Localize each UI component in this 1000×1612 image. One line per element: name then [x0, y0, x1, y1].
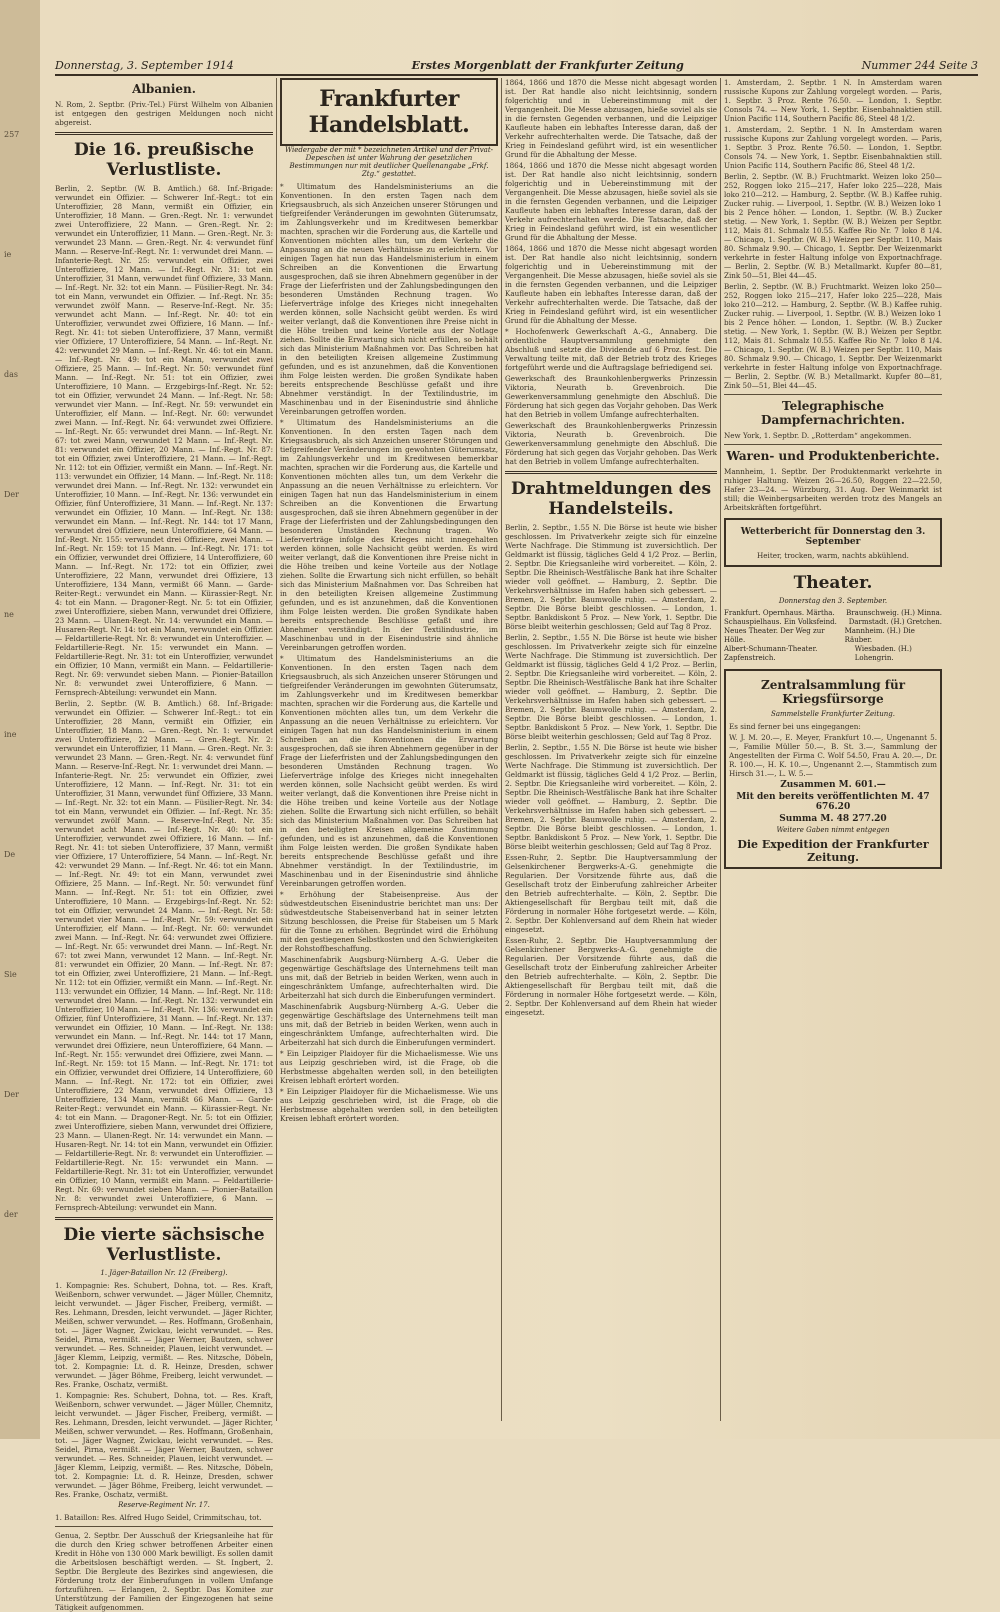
messe-continuation: 1864, 1866 und 1870 die Messe nicht abgesagt worden ist. Der Rat handle also nicht leichtsinnig, sondern folgerichtig und in Uebereinstimmung mit der Vergangenheit. Die Messe abzusagen, hieße soviel als sie in die fernsten Gegenden verbannen, und die Leipziger Kaufleute haben ein lebhaftes Interesse daran, daß der Verkehr aufrechterhalten werde. Die Tatsache, daß der Krieg in Feindesland geführt wird, ist ein wesentlicher Grund für die Abhaltung der Messe. — [505, 78, 717, 159]
prussian-casualty-list: Berlin, 2. Septbr. (W. B. Amtlich.) 68. Inf.-Brigade: verwundet ein Offizier. — Schwerer Inf.-Regt.: tot ein Unteroffizier, 28 Mann, vermißt ein Offizier, ein Unteroffizier, 18 Mann. — Gren.-Regt. Nr. 1: verwundet zwei Unteroffiziere, 22 Mann. — Gren.-Regt. Nr. 2: verwundet ein Unteroffizier, 11 Mann. — Gren.-Regt. Nr. 3: verwundet 23 Mann. — Gren.-Regt. Nr. 4: verwundet fünf Mann. — Reserve-Inf.-Regt. Nr. 1: verwundet drei Mann. — Infanterie-Regt. Nr. 25: verwundet ein Offizier, zwei Unteroffiziere, 12 Mann. — Inf.-Regt. Nr. 31: tot ein Unteroffizier, 31 Mann, verwundet fünf Offiziere, 33 Mann. — Inf.-Regt. Nr. 32: tot ein Mann. — Füsilier-Regt. Nr. 34: tot ein Mann, verwundet ein Offizier. — Inf.-Regt. Nr. 35: verwundet zwölf Mann. — Reserve-Inf.-Regt. Nr. 35: verwundet acht Mann. — Inf.-Regt. Nr. 40: tot ein Unteroffizier, verwundet zwei Offiziere, 16 Mann. — Inf.-Regt. Nr. 41: tot sieben Unteroffiziere, 37 Mann, vermißt vier Offiziere, 17 Unteroffiziere, 54 Mann. — Inf.-Regt. Nr. 42: verwundet 29 Mann. — Inf.-Regt. Nr. 46: tot ein Mann. — Inf.-Regt. Nr. 49: tot ein Mann, verwundet zwei Offiziere, 25 Mann. — Inf.-Regt. Nr. 50: verwundet fünf Mann. — Inf.-Regt. Nr. 51: tot ein Offizier, zwei Unteroffiziere, 10 Mann. — Erzgebirgs-Inf.-Regt. Nr. 52: tot ein Offizier, verwundet 24 Mann. — Inf.-Regt. Nr. 58: verwundet vier Mann. — Inf.-Regt. Nr. 59: verwundet ein Unteroffizier, elf Mann. — Inf.-Regt. Nr. 60: verwundet zwei Mann. — Inf.-Regt. Nr. 64: verwundet zwei Offiziere. — Inf.-Regt. Nr. 65: verwundet drei Mann. — Inf.-Regt. Nr. 67: tot zwei Mann, verwundet 12 Mann. — Inf.-Regt. Nr. 81: verwundet ein Offizier, 20 Mann. — Inf.-Regt. Nr. 87: tot ein Offizier, zwei Unteroffiziere, 21 Mann. — Inf.-Regt. Nr. 112: tot ein Offizier, vermißt ein Mann. — Inf.-Regt. Nr. 113: verwundet ein Offizier, 14 Mann. — Inf.-Regt. Nr. 118: verwundet drei Mann. — Inf.-Regt. Nr. 132: verwundet ein Unteroffizier, 10 Mann. — Inf.-Regt. Nr. 136: verwundet ein Offizier, fünf Unteroffiziere, 31 Mann. — Inf.-Regt. Nr. 137: verwundet ein Offizier, 10 Mann. — Inf.-Regt. Nr. 138: verwundet ein Mann. — Inf.-Regt. Nr. 144: tot 17 Mann, verwundet drei Offiziere, neun Unteroffiziere, 64 Mann. — Inf.-Regt. Nr. 155: verwundet drei Offiziere, zwei Mann. — Inf.-Regt. Nr. 159: tot 15 Mann. — Inf.-Regt. Nr. 171: tot ein Offizier, verwundet drei Offiziere, 14 Unteroffiziere, 60 Mann. — Inf.-Regt. Nr. 172: tot ein Offizier, zwei Unteroffiziere, 22 Mann, verwundet drei Offiziere, 13 Unteroffiziere, 134 Mann, vermißt 66 Mann. — Garde-Reiter-Regt.: verwundet ein Mann. — Kürassier-Regt. Nr. 4: tot ein Mann. — Dragoner-Regt. Nr. 5: tot ein Offizier, zwei Unteroffiziere, sieben Mann, verwundet drei Offiziere, 23 Mann. — Ulanen-Regt. Nr. 14: verwundet ein Mann. — Husaren-Regt. Nr. 14: tot ein Mann, verwundet ein Offizier. — Feldartillerie-Regt. Nr. 8: verwundet ein Unteroffizier. — Feldartillerie-Regt. Nr. 15: verwundet ein Mann. — Feldartillerie-Regt. Nr. 31: tot ein Unteroffizier, verwundet ein Offizier, 10 Mann, vermißt ein Mann. — Feldartillerie-Regt. Nr. 69: verwundet sieben Mann. — Pionier-Bataillon Nr. 8: verwundet zwei Unteroffiziere, 6 Mann. — Fernsprech-Abteilung: verwundet ein Mann. — [55, 184, 273, 697]
column-3 — [505, 78, 717, 1423]
theater-entry: Darmstadt. (H.) Gretchen. — [848, 618, 942, 626]
war-relief-previous: Mit den bereits veröffentlichten M. 47 676.20 — [736, 792, 930, 812]
column-rule — [501, 78, 502, 1421]
essen-report: Essen-Ruhr, 2. Septbr. Die Hauptversammlung der Gelsenkirchener Bergwerks-A.-G. genehmigte die Regularien. Der Vorsitzende führte aus, daß die Gesellschaft trotz der Einberufung zahlreicher Arbeiter den Betrieb aufrechterhalte. — Köln, 2. Septbr. Die Aktiengesellschaft für Bergbau teilt mit, daß die Förderung in normaler Höhe fortgesetzt werde. — Köln, 2. Septbr. Der Kohlenversand auf dem Rhein hat wieder eingesetzt. — [505, 853, 717, 934]
theater-row — [724, 618, 942, 627]
theater-heading: Theater. — [793, 573, 873, 593]
war-relief-subtotal: Zusammen M. 601.— — [780, 780, 886, 790]
messe-continuation: 1864, 1866 und 1870 die Messe nicht abgesagt worden ist. Der Rat handle also nicht leichtsinnig, sondern folgerichtig und in Uebereinstimmung mit der Vergangenheit. Die Messe abzusagen, hieße soviel als sie in die fernsten Gegenden verbannen, und die Leipziger Kaufleute haben ein lebhaftes Interesse daran, daß der Verkehr aufrechterhalten werde. Die Tatsache, daß der Krieg in Feindesland geführt wird, ist ein wesentlicher Grund für die Abhaltung der Messe. — [505, 161, 717, 242]
commodity-markets: Berlin, 2. Septbr. (W. B.) Fruchtmarkt. Weizen loko 250—252, Roggen loko 215—217, Hafer loko 225—228, Mais loko 210—212. — Hamburg, 2. Septbr. (W. B.) Kaffee ruhig. Zucker ruhig. — Liverpool, 1. Septbr. (W. B.) Weizen loko 1 bis 2 Pence höher. — London, 1. Septbr. (W. B.) Zucker stetig. — New York, 1. Septbr. (W. B.) Weizen per Septbr. 112, Mais 81. Schmalz 10.55. Kaffee Rio Nr. 7 loko 8 1/4. — Chicago, 1. Septbr. (W. B.) Weizen per Septbr. 110, Mais 80. Schmalz 9.90. — Chicago, 1. Septbr. Der Weizenmarkt verkehrte in fester Haltung infolge von Exportnachfrage. — Berlin, 2. Septbr. (W. B.) Metallmarkt. Kupfer 80—81, Zink 50—51, Blei 44—45. — [724, 282, 942, 390]
ultimatum-article: * Ultimatum des Handelsministeriums an die Konventionen. In den ersten Tagen nach dem Kriegsausbruch, als sich Anzeichen unserer Störungen und tiefgreifender Veränderungen im gewohnten Güterumsatz, im Zahlungsverkehr und im Kreditwesen bemerkbar machten, sprachen wir die Forderung aus, die Kartelle und Konventionen möchten alles tun, um dem Verkehr die Anpassung an die neuen Verhältnisse zu erleichtern. Vor einigen Tagen hat nun das Handelsministerium in einem Schreiben an die Konventionen die Erwartung ausgesprochen, daß sie ihren Abnehmern gegenüber in der Frage der Lieferfristen und der Zahlungsbedingungen den besonderen Umständen Rechnung tragen. Wo Lieferverträge infolge des Krieges nicht innegehalten werden können, solle Nachsicht geübt werden. Es wird weiter verlangt, daß die Konventionen ihre Preise nicht in die Höhe treiben und keine Vorteile aus der Notlage ziehen. Sollte die Erwartung sich nicht erfüllen, so behält sich das Ministerium Maßnahmen vor. Das Schreiben hat in den beteiligten Kreisen allgemeine Zustimmung gefunden, und es ist anzunehmen, daß die Konventionen ihm Folge leisten werden. Die großen Syndikate haben bereits entsprechende Beschlüsse gefaßt und ihre Abnehmer verständigt. In der Textilindustrie, im Maschinenbau und in der Eisenindustrie sind ähnliche Vereinbarungen getroffen worden. — [280, 654, 498, 888]
war-relief-subheading: Sammelstelle Frankfurter Zeitung. — [771, 710, 895, 718]
war-relief-intro: Es sind ferner bei uns eingegangen: — [729, 722, 861, 731]
leipzig-article: * Ein Leipziger Plaidoyer für die Michaelismesse. Wie uns aus Leipzig geschrieben wird, ist die Frage, ob die Herbstmesse abgehalten werden soll, in den beteiligten Kreisen lebhaft erörtert worden. — [280, 1087, 498, 1123]
column-rule — [720, 78, 721, 1421]
theater-row — [724, 627, 942, 645]
prussian-casualty-list: Berlin, 2. Septbr. (W. B. Amtlich.) 68. Inf.-Brigade: verwundet ein Offizier. — Schwerer Inf.-Regt.: tot ein Unteroffizier, 28 Mann, vermißt ein Offizier, ein Unteroffizier, 18 Mann. — Gren.-Regt. Nr. 1: verwundet zwei Unteroffiziere, 22 Mann. — Gren.-Regt. Nr. 2: verwundet ein Unteroffizier, 11 Mann. — Gren.-Regt. Nr. 3: verwundet 23 Mann. — Gren.-Regt. Nr. 4: verwundet fünf Mann. — Reserve-Inf.-Regt. Nr. 1: verwundet drei Mann. — Infanterie-Regt. Nr. 25: verwundet ein Offizier, zwei Unteroffiziere, 12 Mann. — Inf.-Regt. Nr. 31: tot ein Unteroffizier, 31 Mann, verwundet fünf Offiziere, 33 Mann. — Inf.-Regt. Nr. 32: tot ein Mann. — Füsilier-Regt. Nr. 34: tot ein Mann, verwundet ein Offizier. — Inf.-Regt. Nr. 35: verwundet zwölf Mann. — Reserve-Inf.-Regt. Nr. 35: verwundet acht Mann. — Inf.-Regt. Nr. 40: tot ein Unteroffizier, verwundet zwei Offiziere, 16 Mann. — Inf.-Regt. Nr. 41: tot sieben Unteroffiziere, 37 Mann, vermißt vier Offiziere, 17 Unteroffiziere, 54 Mann. — Inf.-Regt. Nr. 42: verwundet 29 Mann. — Inf.-Regt. Nr. 46: tot ein Mann. — Inf.-Regt. Nr. 49: tot ein Mann, verwundet zwei Offiziere, 25 Mann. — Inf.-Regt. Nr. 50: verwundet fünf Mann. — Inf.-Regt. Nr. 51: tot ein Offizier, zwei Unteroffiziere, 10 Mann. — Erzgebirgs-Inf.-Regt. Nr. 52: tot ein Offizier, verwundet 24 Mann. — Inf.-Regt. Nr. 58: verwundet vier Mann. — Inf.-Regt. Nr. 59: verwundet ein Unteroffizier, elf Mann. — Inf.-Regt. Nr. 60: verwundet zwei Mann. — Inf.-Regt. Nr. 64: verwundet zwei Offiziere. — Inf.-Regt. Nr. 65: verwundet drei Mann. — Inf.-Regt. Nr. 67: tot zwei Mann, verwundet 12 Mann. — Inf.-Regt. Nr. 81: verwundet ein Offizier, 20 Mann. — Inf.-Regt. Nr. 87: tot ein Offizier, zwei Unteroffiziere, 21 Mann. — Inf.-Regt. Nr. 112: tot ein Offizier, vermißt ein Mann. — Inf.-Regt. Nr. 113: verwundet ein Offizier, 14 Mann. — Inf.-Regt. Nr. 118: verwundet drei Mann. — Inf.-Regt. Nr. 132: verwundet ein Unteroffizier, 10 Mann. — Inf.-Regt. Nr. 136: verwundet ein Offizier, fünf Unteroffiziere, 31 Mann. — Inf.-Regt. Nr. 137: verwundet ein Offizier, 10 Mann. — Inf.-Regt. Nr. 138: verwundet ein Mann. — Inf.-Regt. Nr. 144: tot 17 Mann, verwundet drei Offiziere, neun Unteroffiziere, 64 Mann. — Inf.-Regt. Nr. 155: verwundet drei Offiziere, zwei Mann. — Inf.-Regt. Nr. 159: tot 15 Mann. — Inf.-Regt. Nr. 171: tot ein Offizier, verwundet drei Offiziere, 14 Unteroffiziere, 60 Mann. — Inf.-Regt. Nr. 172: tot ein Offizier, zwei Unteroffiziere, 22 Mann, verwundet drei Offiziere, 13 Unteroffiziere, 134 Mann, vermißt 66 Mann. — Garde-Reiter-Regt.: verwundet ein Mann. — Kürassier-Regt. Nr. 4: tot ein Mann. — Dragoner-Regt. Nr. 5: tot ein Offizier, zwei Unteroffiziere, sieben Mann, verwundet drei Offiziere, 23 Mann. — Ulanen-Regt. Nr. 14: verwundet ein Mann. — Husaren-Regt. Nr. 14: tot ein Mann, verwundet ein Offizier. — Feldartillerie-Regt. Nr. 8: verwundet ein Unteroffizier. — Feldartillerie-Regt. Nr. 15: verwundet ein Mann. — Feldartillerie-Regt. Nr. 31: tot ein Unteroffizier, verwundet ein Offizier, 10 Mann, vermißt ein Mann. — Feldartillerie-Regt. Nr. 69: verwundet sieben Mann. — Pionier-Bataillon Nr. 8: verwundet zwei Unteroffiziere, 6 Mann. — Fernsprech-Abteilung: verwundet ein Mann. — [55, 699, 273, 1212]
saxon-casualty-subheading: 1. Jäger-Bataillon Nr. 12 (Freiberg). — [100, 1269, 228, 1277]
drahtmeldungen-text: Berlin, 2. Septbr., 1.55 N. Die Börse ist heute wie bisher geschlossen. Im Privatverkehr zeigte sich für einzelne Werte Nachfrage. Die Stimmung ist zuversichtlich. Der Geldmarkt ist flüssig, tägliches Geld 4 1/2 Proz. — Berlin, 2. Septbr. Die Kriegsanleihe wird vorbereitet. — Köln, 2. Septbr. Die Rheinisch-Westfälische Bank hat ihre Schalter wieder voll geöffnet. — Hamburg, 2. Septbr. Die Verkehrsverhältnisse im Hafen haben sich gebessert. — Bremen, 2. Septbr. Baumwolle ruhig. — Amsterdam, 2. Septbr. Die Börse bleibt geschlossen. — London, 1. Septbr. Bankdiskont 5 Proz. — New York, 1. Septbr. Die Börse bleibt weiterhin geschlossen; Geld auf Tag 8 Proz. — [505, 743, 717, 851]
divider — [55, 132, 273, 135]
drahtmeldungen-text: Berlin, 2. Septbr., 1.55 N. Die Börse ist heute wie bisher geschlossen. Im Privatverkehr zeigte sich für einzelne Werte Nachfrage. Die Stimmung ist zuversichtlich. Der Geldmarkt ist flüssig, tägliches Geld 4 1/2 Proz. — Berlin, 2. Septbr. Die Kriegsanleihe wird vorbereitet. — Köln, 2. Septbr. Die Rheinisch-Westfälische Bank hat ihre Schalter wieder voll geöffnet. — Hamburg, 2. Septbr. Die Verkehrsverhältnisse im Hafen haben sich gebessert. — Bremen, 2. Septbr. Baumwolle ruhig. — Amsterdam, 2. Septbr. Die Börse bleibt geschlossen. — London, 1. Septbr. Bankdiskont 5 Proz. — New York, 1. Septbr. Die Börse bleibt weiterhin geschlossen; Geld auf Tag 8 Proz. — [505, 633, 717, 741]
ultimatum-article: * Ultimatum des Handelsministeriums an die Konventionen. In den ersten Tagen nach dem Kriegsausbruch, als sich Anzeichen unserer Störungen und tiefgreifender Veränderungen im gewohnten Güterumsatz, im Zahlungsverkehr und im Kreditwesen bemerkbar machten, sprachen wir die Forderung aus, die Kartelle und Konventionen möchten alles tun, um dem Verkehr die Anpassung an die neuen Verhältnisse zu erleichtern. Vor einigen Tagen hat nun das Handelsministerium in einem Schreiben an die Konventionen die Erwartung ausgesprochen, daß sie ihren Abnehmern gegenüber in der Frage der Lieferfristen und der Zahlungsbedingungen den besonderen Umständen Rechnung tragen. Wo Lieferverträge infolge des Krieges nicht innegehalten werden können, solle Nachsicht geübt werden. Es wird weiter verlangt, daß die Konventionen ihre Preise nicht in die Höhe treiben und keine Vorteile aus der Notlage ziehen. Sollte die Erwartung sich nicht erfüllen, so behält sich das Ministerium Maßnahmen vor. Das Schreiben hat in den beteiligten Kreisen allgemeine Zustimmung gefunden, und es ist anzunehmen, daß die Konventionen ihm Folge leisten werden. Die großen Syndikate haben bereits entsprechende Beschlüsse gefaßt und ihre Abnehmer verständigt. In der Textilindustrie, im Maschinenbau und in der Eisenindustrie sind ähnliche Vereinbarungen getroffen worden. — [280, 418, 498, 652]
hochofen-article: * Hochofenwerk Gewerkschaft A.-G., Annaberg. Die ordentliche Hauptversammlung genehmigte den Abschluß und setzte die Dividende auf 6 Proz. fest. Die Verwaltung teilte mit, daß der Betrieb trotz des Krieges fortgeführt werde und die Auftragslage befriedigend sei. — [505, 327, 717, 372]
saxon-casualty-list: 1. Kompagnie: Res. Schubert, Dohna, tot. — Res. Kraft, Weißenborn, schwer verwundet. — Jäger Müller, Chemnitz, leicht verwundet. — Jäger Fischer, Freiberg, vermißt. — Res. Lehmann, Dresden, leicht verwundet. — Jäger Richter, Meißen, schwer verwundet. — Res. Hoffmann, Großenhain, tot. — Jäger Wagner, Zwickau, leicht verwundet. — Res. Seidel, Pirna, vermißt. — Jäger Werner, Bautzen, schwer verwundet. — Res. Schneider, Plauen, leicht verwundet. — Jäger Klemm, Leipzig, vermißt. — Res. Nitzsche, Döbeln, tot. 2. Kompagnie: Lt. d. R. Heinze, Dresden, schwer verwundet. — Jäger Böhme, Freiberg, leicht verwundet. — Res. Franke, Oschatz, vermißt. — [55, 1281, 273, 1389]
stabeisen-article: * Erhöhung der Stabeisenpreise. Aus der südwestdeutschen Eisenindustrie berichtet man uns: Der südwestdeutsche Stabeisenverband hat in seiner letzten Sitzung beschlossen, die Preise für Stabeisen um 5 Mark für die Tonne zu erhöhen. Begründet wird die Erhöhung mit den gestiegenen Selbstkosten und den Schwierigkeiten der Rohstoffbeschaffung. — [280, 890, 498, 953]
drahtmeldungen-heading: Drahtmeldungen des Handelsteils. — [510, 479, 712, 519]
divider — [505, 471, 717, 474]
theater-entry: Mannheim. (H.) Die Räuber. — [844, 627, 915, 644]
divider — [55, 1217, 273, 1220]
edge-mark: Der — [4, 1090, 19, 1099]
albania-heading: Albanien. — [132, 82, 196, 96]
theater-row — [724, 645, 942, 663]
theater-date: Donnerstag den 3. September. — [778, 597, 888, 605]
regiment-label: Reserve-Regiment Nr. 17. — [118, 1501, 210, 1509]
divider — [724, 444, 942, 445]
waren-text: Mannheim, 1. Septbr. Der Produktenmarkt verkehrte in ruhiger Haltung. Weizen 26—26.50, Roggen 22—22.50, Hafer 23—24. — Würzburg, 31. Aug. Der Weinmarkt ist still; die Weinbergsarbeiten werden trotz des Mangels an Arbeitskräften fortgeführt. — [724, 467, 942, 512]
messe-continuation: 1864, 1866 und 1870 die Messe nicht abgesagt worden ist. Der Rat handle also nicht leichtsinnig, sondern folgerichtig und in Uebereinstimmung mit der Vergangenheit. Die Messe abzusagen, hieße soviel als sie in die fernsten Gegenden verbannen, und die Leipziger Kaufleute haben ein lebhaftes Interesse daran, daß der Verkehr aufrechterhalten werde. Die Tatsache, daß der Krieg in Feindesland geführt wird, ist ein wesentlicher Grund für die Abhaltung der Messe. — [505, 244, 717, 325]
masthead-date: Donnerstag, 3. September 1914 — [55, 59, 234, 72]
local-news: Genua, 2. Septbr. Der Ausschuß der Kriegsanleihe hat für die durch den Krieg schwer betroffenen Arbeiter einen Kredit in Höhe von 130 000 Mark bewilligt. Es sollen damit die Arbeitslosen beschäftigt werden. — St. Ingbert, 2. Septbr. Die Bergleute des Bezirkes sind angewiesen, die Förderung trotz der Einberufungen in vollem Umfange fortzuführen. — Erlangen, 2. Septbr. Das Komitee zur Unterstützung der Familien der Eingezogenen hat seine Tätigkeit aufgenommen. — [55, 1531, 273, 1612]
edge-mark: Sie — [4, 970, 17, 979]
theater-entry: Albert-Schumann-Theater. Zapfenstreich. — [724, 645, 818, 662]
edge-mark: ine — [4, 730, 17, 739]
column-2 — [280, 78, 498, 1423]
edge-mark: ie — [4, 250, 12, 259]
edge-mark: das — [4, 370, 18, 379]
weather-box — [724, 518, 942, 567]
masthead — [55, 50, 978, 76]
theater-entry: Braunschweig. (H.) Minna. — [846, 609, 942, 617]
war-relief-box — [724, 669, 942, 869]
masthead-paper: Erstes Morgenblatt der Frankfurter Zeitung — [411, 59, 684, 72]
column-4 — [724, 78, 942, 1423]
theater-entry: Neues Theater. Der Weg zur Hölle. — [724, 627, 825, 644]
essen-report: Essen-Ruhr, 2. Septbr. Die Hauptversammlung der Gelsenkirchener Bergwerks-A.-G. genehmigte die Regularien. Der Vorsitzende führte aus, daß die Gesellschaft trotz der Einberufung zahlreicher Arbeiter den Betrieb aufrechterhalte. — Köln, 2. Septbr. Die Aktiengesellschaft für Bergbau teilt mit, daß die Förderung in normaler Höhe fortgesetzt werde. — Köln, 2. Septbr. Der Kohlenversand auf dem Rhein hat wieder eingesetzt. — [505, 936, 717, 1017]
foreign-markets: 1. Amsterdam, 2. Septbr. 1 N. In Amsterdam waren russische Kupons zur Zahlung vorgelegt worden. — Paris, 1. Septbr. 3 Proz. Rente 76.50. — London, 1. Septbr. Consols 74. — New York, 1. Septbr. Eisenbahnaktien still. Union Pacific 114, Southern Pacific 86, Steel 48 1/2. — [724, 125, 942, 170]
divider — [55, 1526, 273, 1527]
drahtmeldungen-text: Berlin, 2. Septbr., 1.55 N. Die Börse ist heute wie bisher geschlossen. Im Privatverkehr zeigte sich für einzelne Werte Nachfrage. Die Stimmung ist zuversichtlich. Der Geldmarkt ist flüssig, tägliches Geld 4 1/2 Proz. — Berlin, 2. Septbr. Die Kriegsanleihe wird vorbereitet. — Köln, 2. Septbr. Die Rheinisch-Westfälische Bank hat ihre Schalter wieder voll geöffnet. — Hamburg, 2. Septbr. Die Verkehrsverhältnisse im Hafen haben sich gebessert. — Bremen, 2. Septbr. Baumwolle ruhig. — Amsterdam, 2. Septbr. Die Börse bleibt geschlossen. — London, 1. Septbr. Bankdiskont 5 Proz. — New York, 1. Septbr. Die Börse bleibt weiterhin geschlossen; Geld auf Tag 8 Proz. — [505, 523, 717, 631]
column-1 — [55, 78, 273, 1612]
leipzig-article: * Ein Leipziger Plaidoyer für die Michaelismesse. Wie uns aus Leipzig geschrieben wird, ist die Frage, ob die Herbstmesse abgehalten werden soll, in den beteiligten Kreisen lebhaft erörtert worden. — [280, 1049, 498, 1085]
war-relief-donations: W. J. M. 20.—, E. Meyer, Frankfurt 10.—, Ungenannt 5.—, Familie Müller 50.—, B. St. 3.—, Sammlung der Angestellten der Firma C. Wolf 54.50, Frau A. 20.—, Dr. R. 100.—, H. K. 10.—, Ungenannt 2.—, Stammtisch zum Hirsch 31.—, L. W. 5.— — [729, 733, 937, 778]
edge-mark: Der — [4, 490, 19, 499]
war-relief-heading: Zentralsammlung für Kriegsfürsorge — [760, 678, 906, 706]
dampfer-heading: Telegraphische Dampfernachrichten. — [761, 399, 905, 427]
braunkohle-article: Gewerkschaft des Braunkohlenbergwerks Prinzessin Viktoria, Neurath b. Grevenbroich. Die Gewerkenversammlung genehmigte den Abschluß. Die Förderung hat sich gegen das Vorjahr gehoben. Das Werk hat den Betrieb in vollem Umfange aufrechterhalten. — [505, 421, 717, 466]
handelsblatt-title-box — [280, 78, 498, 146]
saxon-casualty-heading: Die vierte sächsische Verlustliste. — [63, 1225, 265, 1265]
man-article: Maschinenfabrik Augsburg-Nürnberg A.-G. Ueber die gegenwärtige Geschäftslage des Unternehmens teilt man uns mit, daß der Betrieb in beiden Werken, wenn auch in eingeschränktem Umfange, aufrechterhalten wird. Die Arbeiterzahl hat sich durch die Einberufungen vermindert. — [280, 955, 498, 1000]
edge-mark: 257 — [4, 130, 20, 139]
edge-mark: ne — [4, 610, 14, 619]
prussian-casualty-heading: Die 16. preußische Verlustliste. — [74, 140, 254, 180]
commodity-markets: Berlin, 2. Septbr. (W. B.) Fruchtmarkt. Weizen loko 250—252, Roggen loko 215—217, Hafer loko 225—228, Mais loko 210—212. — Hamburg, 2. Septbr. (W. B.) Kaffee ruhig. Zucker ruhig. — Liverpool, 1. Septbr. (W. B.) Weizen loko 1 bis 2 Pence höher. — London, 1. Septbr. (W. B.) Zucker stetig. — New York, 1. Septbr. (W. B.) Weizen per Septbr. 112, Mais 81. Schmalz 10.55. Kaffee Rio Nr. 7 loko 8 1/4. — Chicago, 1. Septbr. (W. B.) Weizen per Septbr. 110, Mais 80. Schmalz 9.90. — Chicago, 1. Septbr. Der Weizenmarkt verkehrte in fester Haltung infolge von Exportnachfrage. — Berlin, 2. Septbr. (W. B.) Metallmarkt. Kupfer 80—81, Zink 50—51, Blei 44—45. — [724, 172, 942, 280]
albania-article: N. Rom, 2. Septbr. (Priv.-Tel.) Fürst Wilhelm von Albanien ist entgegen den gestrigen Meldungen noch nicht abgereist. — [55, 100, 273, 127]
theater-entry: Frankfurt. Opernhaus. Märtha. — [724, 609, 835, 617]
theater-entry: Schauspielhaus. Ein Volksfeind. — [724, 618, 837, 626]
edge-mark: der — [4, 1210, 18, 1219]
masthead-issue: Nummer 244 Seite 3 — [861, 59, 978, 72]
weather-forecast: Heiter, trocken, warm, nachts abkühlend. — [757, 551, 909, 560]
foreign-markets: 1. Amsterdam, 2. Septbr. 1 N. In Amsterdam waren russische Kupons zur Zahlung vorgelegt worden. — Paris, 1. Septbr. 3 Proz. Rente 76.50. — London, 1. Septbr. Consols 74. — New York, 1. Septbr. Eisenbahnaktien still. Union Pacific 114, Southern Pacific 86, Steel 48 1/2. — [724, 78, 942, 123]
war-relief-total: Summa M. 48 277.20 — [779, 814, 887, 824]
edge-mark: De — [4, 850, 16, 859]
war-relief-more: Weitere Gaben nimmt entgegen — [776, 826, 890, 834]
waren-heading: Waren- und Produktenberichte. — [726, 449, 940, 463]
theater-listings — [724, 609, 942, 663]
divider — [724, 394, 942, 395]
theater-entry: Wiesbaden. (H.) Lohengrin. — [854, 645, 912, 662]
dampfer-text: New York, 1. Septbr. D. „Rotterdam“ angekommen. — [724, 431, 912, 440]
man-article: Maschinenfabrik Augsburg-Nürnberg A.-G. Ueber die gegenwärtige Geschäftslage des Unternehmens teilt man uns mit, daß der Betrieb in beiden Werken, wenn auch in eingeschränktem Umfange, aufrechterhalten wird. Die Arbeiterzahl hat sich durch die Einberufungen vermindert. — [280, 1002, 498, 1047]
column-rule — [276, 78, 277, 1421]
left-edge-column — [0, 0, 40, 1439]
braunkohle-article: Gewerkschaft des Braunkohlenbergwerks Prinzessin Viktoria, Neurath b. Grevenbroich. Die Gewerkenversammlung genehmigte den Abschluß. Die Förderung hat sich gegen das Vorjahr gehoben. Das Werk hat den Betrieb in vollem Umfange aufrechterhalten. — [505, 374, 717, 419]
expedition-line: Die Expedition der Frankfurter Zeitung. — [737, 838, 929, 864]
ultimatum-article: * Ultimatum des Handelsministeriums an die Konventionen. In den ersten Tagen nach dem Kriegsausbruch, als sich Anzeichen unserer Störungen und tiefgreifender Veränderungen im gewohnten Güterumsatz, im Zahlungsverkehr und im Kreditwesen bemerkbar machten, sprachen wir die Forderung aus, die Kartelle und Konventionen möchten alles tun, um dem Verkehr die Anpassung an die neuen Verhältnisse zu erleichtern. Vor einigen Tagen hat nun das Handelsministerium in einem Schreiben an die Konventionen die Erwartung ausgesprochen, daß sie ihren Abnehmern gegenüber in der Frage der Lieferfristen und der Zahlungsbedingungen den besonderen Umständen Rechnung tragen. Wo Lieferverträge infolge des Krieges nicht innegehalten werden können, solle Nachsicht geübt werden. Es wird weiter verlangt, daß die Konventionen ihre Preise nicht in die Höhe treiben und keine Vorteile aus der Notlage ziehen. Sollte die Erwartung sich nicht erfüllen, so behält sich das Ministerium Maßnahmen vor. Das Schreiben hat in den beteiligten Kreisen allgemeine Zustimmung gefunden, und es ist anzunehmen, daß die Konventionen ihm Folge leisten werden. Die großen Syndikate haben bereits entsprechende Beschlüsse gefaßt und ihre Abnehmer verständigt. In der Textilindustrie, im Maschinenbau und in der Eisenindustrie sind ähnliche Vereinbarungen getroffen worden. — [280, 182, 498, 416]
handelsblatt-note: Wiedergabe der mit * bezeichneten Artikel und der Privat-Depeschen ist unter Wahrung der gesetzlichen Bestimmungen nur mit deutlicher Quellenangabe „Frkf. Ztg.“ gestattet. — [284, 146, 494, 178]
regiment-text: 1. Bataillon: Res. Alfred Hugo Seidel, Crimmitschau, tot. — [55, 1513, 262, 1522]
theater-row — [724, 609, 942, 618]
saxon-casualty-list: 1. Kompagnie: Res. Schubert, Dohna, tot. — Res. Kraft, Weißenborn, schwer verwundet. — Jäger Müller, Chemnitz, leicht verwundet. — Jäger Fischer, Freiberg, vermißt. — Res. Lehmann, Dresden, leicht verwundet. — Jäger Richter, Meißen, schwer verwundet. — Res. Hoffmann, Großenhain, tot. — Jäger Wagner, Zwickau, leicht verwundet. — Res. Seidel, Pirna, vermißt. — Jäger Werner, Bautzen, schwer verwundet. — Res. Schneider, Plauen, leicht verwundet. — Jäger Klemm, Leipzig, vermißt. — Res. Nitzsche, Döbeln, tot. 2. Kompagnie: Lt. d. R. Heinze, Dresden, schwer verwundet. — Jäger Böhme, Freiberg, leicht verwundet. — Res. Franke, Oschatz, vermißt. — [55, 1391, 273, 1499]
weather-heading: Wetterbericht für Donnerstag den 3. September — [740, 527, 926, 547]
handelsblatt-title: Frankfurter Handelsblatt. — [308, 86, 470, 138]
